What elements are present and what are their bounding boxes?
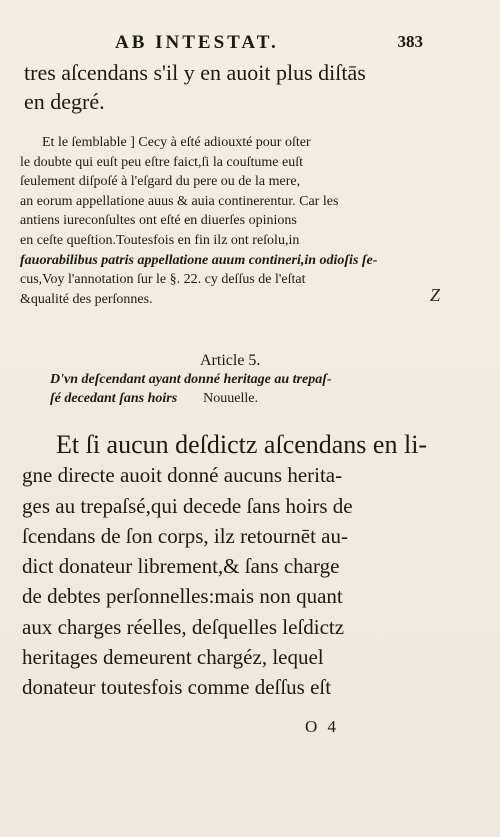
note-line: antiens iureconſultes ont eſté en diuerſes opinions <box>20 213 297 229</box>
note-line: Et le ſemblable ] Cecy à eſté adiouxté pour oſter <box>42 135 311 150</box>
margin-mark: Z <box>430 285 441 305</box>
text-line: ſcendans de ſon corps, ilz retournēt au- <box>22 523 348 548</box>
note-line: cus,Voy l'annotation ſur le §. 22. cy deſſus de l'eſtat <box>20 272 306 288</box>
text-line: ges au trepaſsé,qui decede ſans hoirs de <box>22 493 353 518</box>
text-line: gne directe auoit donné aucuns herita- <box>22 463 343 488</box>
text-line: aux charges réelles, deſquelles leſdictz <box>22 614 345 639</box>
note-line: en ceſte queſtion.Toutesfois en fin ilz ont reſolu,in <box>20 232 300 248</box>
rubric-line: D'vn deſcendant ayant donné heritage au trepaſ- <box>50 372 332 387</box>
text-line: heritages demeurent chargéz, lequel <box>22 645 324 670</box>
note-line: an eorum appellatione auus & auia continerentur. Car les <box>20 193 339 209</box>
note-line: fauorabilibus patris appellatione auum contineri,in odioſis ſe- <box>20 252 378 268</box>
lead-line: en degré. <box>24 89 105 114</box>
text-line: de debtes perſonnelles:mais non quant <box>22 584 343 609</box>
lead-line: tres aſcendans s'il y en auoit plus diſtās <box>24 60 366 85</box>
signature-mark: O 4 <box>305 717 340 736</box>
text-line: Et ſi aucun deſdictz aſcendans en li- <box>56 430 428 459</box>
page-number: 383 <box>397 32 423 51</box>
note-line: le doubte qui euſt peu eſtre faict,ſi la couſtume euſt <box>20 154 304 170</box>
article-heading: Article 5. <box>200 352 261 369</box>
article-rubric <box>50 370 430 408</box>
annotation-paragraph <box>20 133 420 309</box>
article-text <box>22 430 428 703</box>
nouvelle-label: Nouuelle. <box>203 391 258 406</box>
page-header <box>0 32 500 56</box>
rubric-text: ſé decedant ſans hoirs <box>50 391 178 406</box>
rubric-line <box>50 389 430 408</box>
lead-paragraph <box>24 58 444 116</box>
running-head: AB INTESTAT. <box>115 32 279 53</box>
text-line: donateur toutesfois comme deſſus eſt <box>22 675 332 700</box>
note-line: ſeulement diſpoſé à l'eſgard du pere ou de la mere, <box>20 174 301 190</box>
note-line: &qualité des perſonnes. <box>20 291 153 307</box>
text-line: dict donateur librement,& ſans charge <box>22 554 340 579</box>
